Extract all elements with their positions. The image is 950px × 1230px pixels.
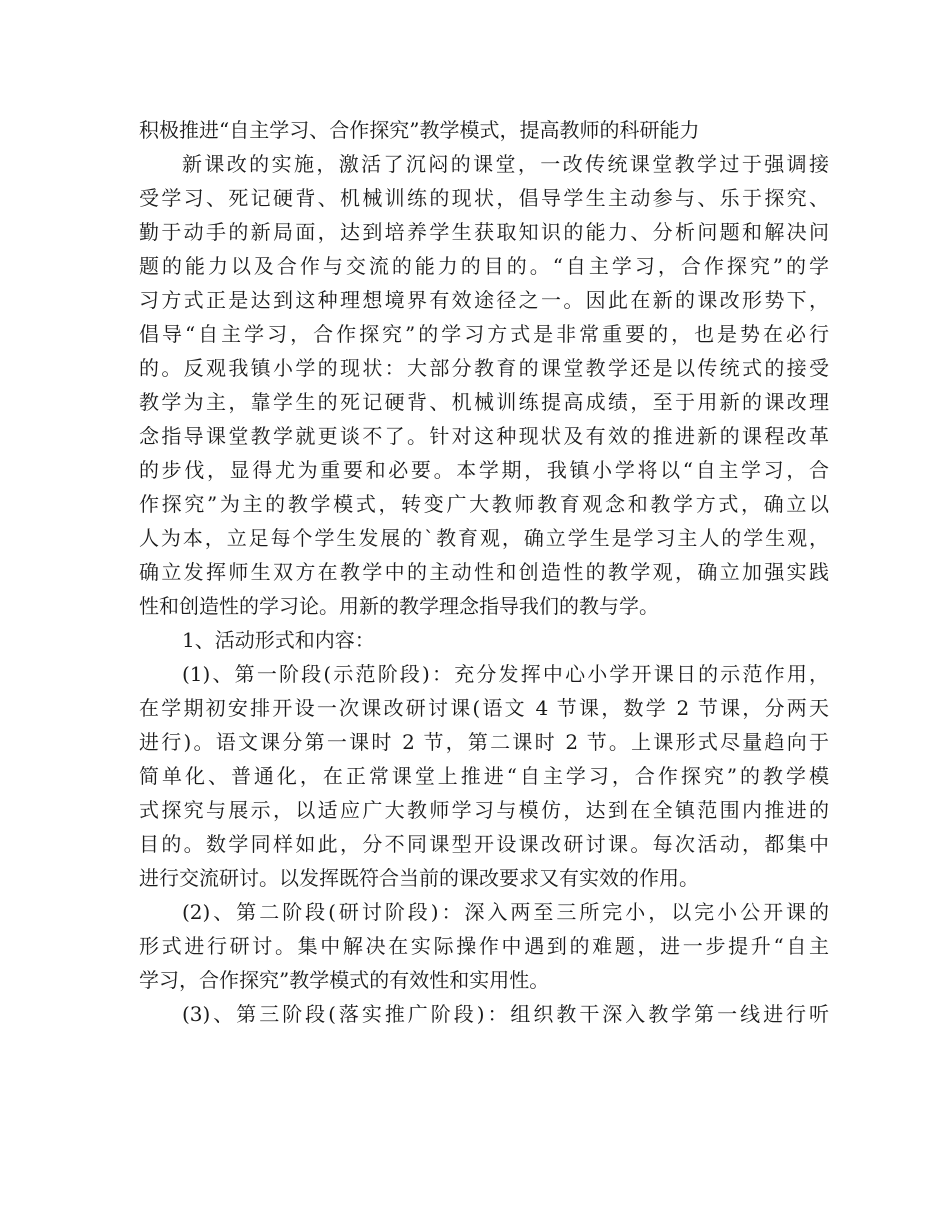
paragraph-line: 性和创造性的学习论。用新的教学理念指导我们的教与学。 (139, 594, 659, 618)
paragraph-line: 的。反观我镇小学的现状：大部分教育的课堂教学还是以传统式的接受 (139, 356, 829, 380)
paragraph-line: 形式进行研讨。集中解决在实际操作中遇到的难题，进一步提升“自主 (139, 934, 829, 958)
paragraph-line: (1)、第一阶段(示范阶段)：充分发挥中心小学开课日的示范作用， (182, 662, 829, 686)
paragraph-line: 习方式正是达到这种理想境界有效途径之一。因此在新的课改形势下， (139, 288, 829, 312)
document-body (139, 113, 829, 1031)
paragraph-line: 进行交流研讨。以发挥既符合当前的课改要求又有实效的作用。 (139, 866, 699, 890)
paragraph-line: (2)、第二阶段(研讨阶段)：深入两至三所完小，以完小公开课的 (182, 900, 829, 924)
paragraph-line: 式探究与展示，以适应广大教师学习与模仿，达到在全镇范围内推进的 (139, 798, 829, 822)
paragraph-line: 进行)。语文课分第一课时 2 节，第二课时 2 节。上课形式尽量趋向于 (139, 730, 829, 754)
paragraph-line: 题的能力以及合作与交流的能力的目的。“自主学习，合作探究”的学 (139, 254, 829, 278)
paragraph-line: 目的。数学同样如此，分不同课型开设课改研讨课。每次活动，都集中 (139, 832, 829, 856)
paragraph-line: 的步伐，显得尤为重要和必要。本学期，我镇小学将以“自主学习，合 (139, 458, 829, 482)
stage-two-paragraph (139, 895, 829, 997)
paragraph-line: 在学期初安排开设一次课改研讨课(语文 4 节课，数学 2 节课，分两天 (139, 696, 829, 720)
stage-one-paragraph (139, 657, 829, 895)
intro-paragraph (139, 147, 829, 623)
section-heading: 1、活动形式和内容： (182, 628, 375, 652)
document-heading: 积极推进“自主学习、合作探究”教学模式，提高教师的科研能力 (139, 118, 700, 142)
stage-three-paragraph (139, 997, 829, 1031)
paragraph-line: 作探究”为主的教学模式，转变广大教师教育观念和教学方式，确立以 (139, 492, 829, 516)
paragraph-line: 简单化、普通化，在正常课堂上推进“自主学习，合作探究”的教学模 (139, 764, 829, 788)
paragraph-line: 倡导“自主学习，合作探究”的学习方式是非常重要的，也是势在必行 (139, 322, 829, 346)
paragraph-line: (3)、第三阶段(落实推广阶段)：组织教干深入教学第一线进行听 (182, 1002, 829, 1026)
paragraph-line: 念指导课堂教学就更谈不了。针对这种现状及有效的推进新的课程改革 (139, 424, 829, 448)
paragraph-line: 学习，合作探究”教学模式的有效性和实用性。 (139, 968, 550, 992)
paragraph-line: 教学为主，靠学生的死记硬背、机械训练提高成绩，至于用新的课改理 (139, 390, 829, 414)
paragraph-line: 人为本，立足每个学生发展的`教育观，确立学生是学习主人的学生观， (139, 526, 829, 550)
activity-heading (139, 623, 829, 657)
paragraph-line: 受学习、死记硬背、机械训练的现状，倡导学生主动参与、乐于探究、 (139, 186, 829, 210)
paragraph-line: 勤于动手的新局面，达到培养学生获取知识的能力、分析问题和解决问 (139, 220, 829, 244)
paragraph-line: 确立发挥师生双方在教学中的主动性和创造性的教学观，确立加强实践 (139, 560, 829, 584)
paragraph-line: 新课改的实施，激活了沉闷的课堂，一改传统课堂教学过于强调接 (182, 152, 829, 176)
